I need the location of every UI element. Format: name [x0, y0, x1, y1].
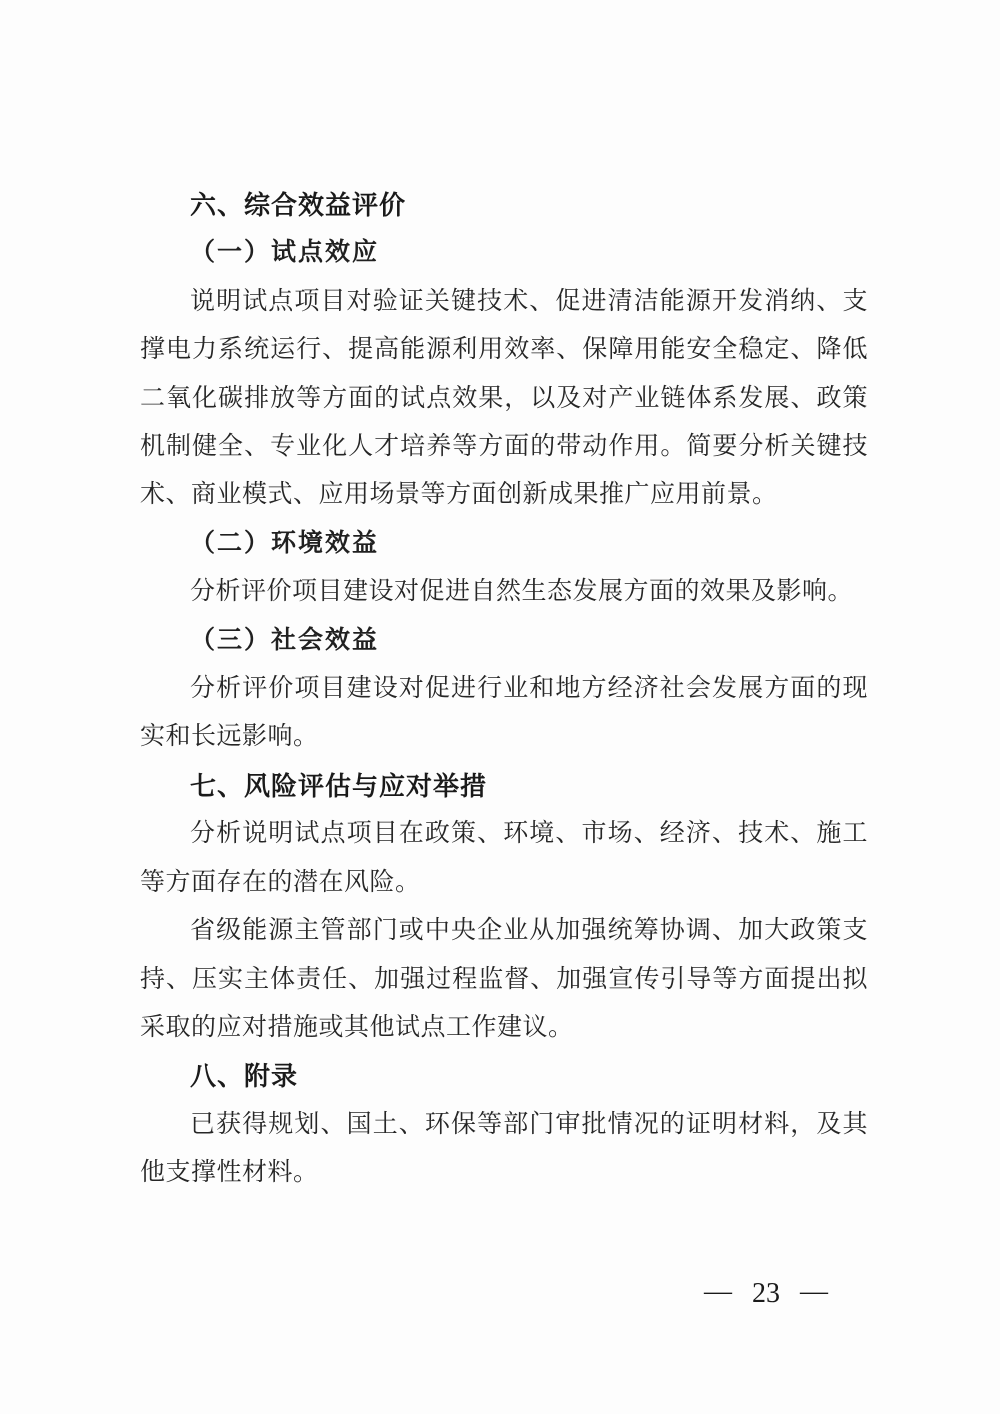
paragraph-risk-measures: 省级能源主管部门或中央企业从加强统筹协调、加大政策支持、压实主体责任、加强过程监督、加强宣传引导等方面提出拟采取的应对措施或其他试点工作建议。 [140, 917, 868, 1041]
section-heading-8: 八、附录 [190, 1061, 299, 1092]
paragraph-risk-analysis: 分析说明试点项目在政策、环境、市场、经济、技术、施工等方面存在的潜在风险。 [140, 820, 868, 896]
paragraph-social-benefit: 分析评价项目建设对促进行业和地方经济社会发展方面的现实和长远影响。 [140, 675, 868, 751]
paragraph-pilot-effect: 说明试点项目对验证关键技术、促进清洁能源开发消纳、支撑电力系统运行、提高能源利用效率、保障用能安全稳定、降低二氧化碳排放等方面的试点效果，以及对产业链体系发展、政策机制健全、专业化人才培养等方面的带动作用。简要分析关键技术、商业模式、应用场景等方面创新成果推广应用前景。 [140, 287, 868, 509]
section-heading-7: 七、风险评估与应对举措 [190, 770, 488, 801]
paragraph-environment-benefit: 分析评价项目建设对促进自然生态发展方面的效果及影响。 [190, 578, 854, 606]
footer-dash-left: — [704, 1276, 732, 1307]
subsection-heading-6-3: （三）社会效益 [190, 626, 380, 654]
document-content [140, 181, 868, 1198]
subsection-heading-6-1: （一）试点效应 [190, 239, 380, 267]
page-number: 23 [752, 1278, 780, 1309]
page-footer [704, 1278, 828, 1310]
subsection-heading-6-2: （二）环境效益 [190, 529, 380, 557]
section-heading-6: 六、综合效益评价 [190, 190, 407, 220]
paragraph-appendix: 已获得规划、国土、环保等部门审批情况的证明材料，及其他支撑性材料。 [140, 1110, 868, 1187]
footer-dash-right: — [800, 1276, 828, 1307]
